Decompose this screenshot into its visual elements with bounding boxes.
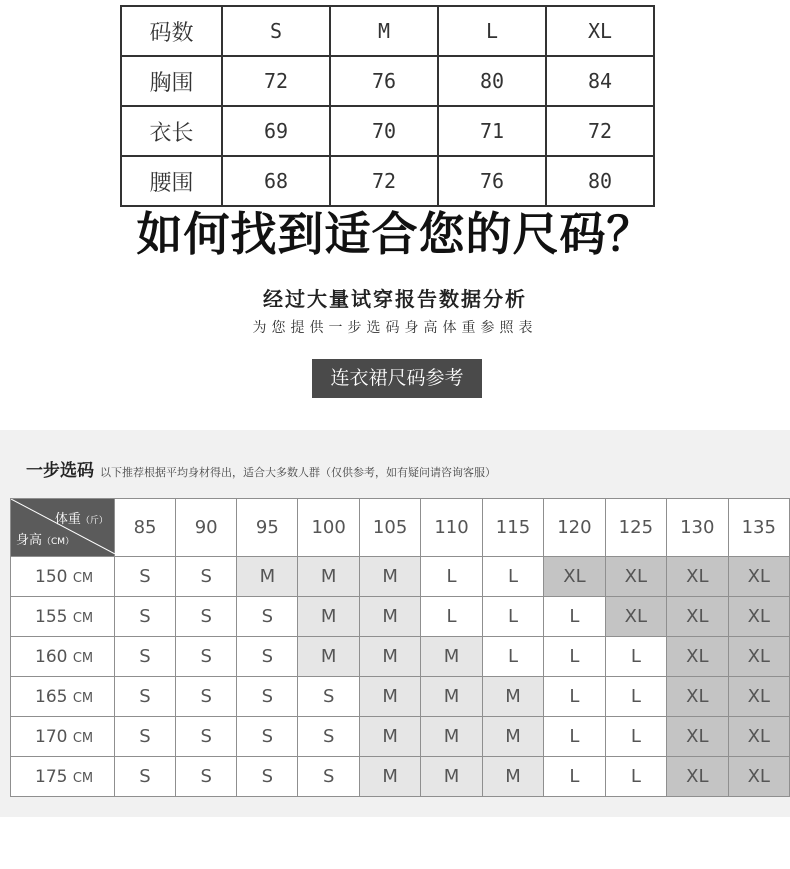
measure-cell: 80 [438, 56, 546, 106]
size-cell: M [359, 757, 420, 797]
measure-cell: 76 [330, 56, 438, 106]
size-cell: XL [667, 557, 728, 597]
height-label [11, 677, 115, 717]
height-row [11, 597, 790, 637]
size-cell: S [237, 637, 298, 677]
size-cell: XL [728, 637, 789, 677]
size-cell: M [482, 677, 543, 717]
weight-header-cell: 120 [544, 499, 605, 557]
weight-header-cell: 130 [667, 499, 728, 557]
size-cell: M [482, 757, 543, 797]
size-cell: S [298, 717, 359, 757]
height-row [11, 557, 790, 597]
size-cell: L [421, 597, 482, 637]
size-cell: XL [667, 637, 728, 677]
height-label [11, 757, 115, 797]
measure-cell: 84 [546, 56, 654, 106]
header-size-m: M [330, 6, 438, 56]
size-cell: L [605, 637, 666, 677]
measure-cell: 70 [330, 106, 438, 156]
height-unit: CM [72, 730, 94, 746]
weight-header-cell: 125 [605, 499, 666, 557]
weight-header-cell: 85 [114, 499, 175, 557]
header-size-l: L [438, 6, 546, 56]
height-value: 160 [35, 646, 68, 667]
header-size-label: 码数 [121, 6, 222, 56]
weight-header-row [11, 499, 790, 557]
size-cell: L [544, 717, 605, 757]
size-cell: M [421, 677, 482, 717]
size-cell: L [544, 597, 605, 637]
weight-header-cell: 100 [298, 499, 359, 557]
row-label: 腰围 [121, 156, 222, 206]
size-cell: S [237, 677, 298, 717]
size-cell: L [544, 637, 605, 677]
measure-cell: 68 [222, 156, 330, 206]
size-cell: M [237, 557, 298, 597]
measurement-header-row [121, 6, 654, 56]
size-cell: S [176, 637, 237, 677]
height-unit: CM [72, 570, 94, 586]
measurement-table [120, 5, 655, 207]
size-cell: S [114, 557, 175, 597]
size-cell: XL [544, 557, 605, 597]
height-unit: CM [72, 650, 94, 666]
size-cell: S [114, 757, 175, 797]
height-label [11, 637, 115, 677]
size-cell: XL [605, 597, 666, 637]
measure-cell: 71 [438, 106, 546, 156]
height-row [11, 637, 790, 677]
measurement-row-chest [121, 56, 654, 106]
corner-height-label: 身高（CM） [16, 533, 75, 548]
size-cell: S [114, 637, 175, 677]
size-cell: L [544, 757, 605, 797]
weight-header-cell: 105 [359, 499, 420, 557]
size-cell: S [176, 717, 237, 757]
size-cell: XL [728, 597, 789, 637]
size-cell: S [237, 717, 298, 757]
height-value: 150 [35, 566, 68, 587]
size-cell: S [237, 757, 298, 797]
corner-weight-unit: （斤） [80, 516, 108, 526]
height-value: 175 [35, 766, 68, 787]
size-cell: M [359, 637, 420, 677]
height-value: 170 [35, 726, 68, 747]
height-row [11, 757, 790, 797]
measure-cell: 69 [222, 106, 330, 156]
recommend-header [26, 456, 496, 481]
size-cell: M [298, 557, 359, 597]
size-cell: XL [728, 557, 789, 597]
height-label [11, 717, 115, 757]
measure-cell: 80 [546, 156, 654, 206]
size-cell: S [237, 597, 298, 637]
size-cell: S [176, 677, 237, 717]
size-cell: S [114, 597, 175, 637]
size-cell: L [482, 637, 543, 677]
height-label [11, 597, 115, 637]
recommend-note: 以下推荐根据平均身材得出，适合大多数人群（仅供参考，如有疑问请咨询客服） [100, 466, 496, 479]
dress-size-reference-label: 连衣裙尺码参考 [312, 359, 482, 398]
size-cell: L [544, 677, 605, 717]
corner-weight-label: 体重（斤） [54, 512, 108, 527]
measure-cell: 72 [546, 106, 654, 156]
size-cell: XL [667, 597, 728, 637]
size-cell: S [176, 757, 237, 797]
size-cell: L [605, 677, 666, 717]
height-value: 165 [35, 686, 68, 707]
height-unit: CM [72, 690, 94, 706]
size-cell: S [176, 597, 237, 637]
size-cell: XL [667, 677, 728, 717]
size-cell: XL [605, 557, 666, 597]
size-cell: L [421, 557, 482, 597]
size-cell: S [298, 677, 359, 717]
height-weight-table [10, 498, 790, 797]
height-label [11, 557, 115, 597]
size-cell: L [482, 557, 543, 597]
size-cell: XL [667, 717, 728, 757]
header-size-s: S [222, 6, 330, 56]
size-cell: L [605, 757, 666, 797]
weight-header-cell: 115 [482, 499, 543, 557]
size-cell: S [114, 717, 175, 757]
weight-header-cell: 95 [237, 499, 298, 557]
measure-cell: 72 [330, 156, 438, 206]
size-cell: XL [667, 757, 728, 797]
weight-header-cell: 135 [728, 499, 789, 557]
size-cell: M [421, 637, 482, 677]
row-label: 胸围 [121, 56, 222, 106]
size-cell: M [482, 717, 543, 757]
height-value: 155 [35, 606, 68, 627]
height-row [11, 677, 790, 717]
size-cell: M [359, 677, 420, 717]
weight-header-cell: 90 [176, 499, 237, 557]
size-cell: XL [728, 757, 789, 797]
measure-cell: 76 [438, 156, 546, 206]
header-size-xl: XL [546, 6, 654, 56]
size-cell: L [482, 597, 543, 637]
size-cell: M [421, 717, 482, 757]
headline: 如何找到适合您的尺码？ [136, 207, 654, 261]
row-label: 衣长 [121, 106, 222, 156]
size-cell: S [298, 757, 359, 797]
height-unit: CM [72, 610, 94, 626]
size-cell: L [605, 717, 666, 757]
size-cell: M [298, 597, 359, 637]
size-cell: M [359, 717, 420, 757]
height-unit: CM [72, 770, 94, 786]
size-cell: S [176, 557, 237, 597]
corner-cell [11, 499, 115, 557]
recommend-panel [0, 430, 790, 817]
subtitle: 经过大量试穿报告数据分析 [263, 287, 527, 311]
height-row [11, 717, 790, 757]
subtitle-secondary: 为您提供一步选码身高体重参照表 [252, 320, 538, 336]
size-cell: M [359, 557, 420, 597]
size-cell: XL [728, 717, 789, 757]
measurement-row-length [121, 106, 654, 156]
weight-header-cell: 110 [421, 499, 482, 557]
size-cell: XL [728, 677, 789, 717]
measure-cell: 72 [222, 56, 330, 106]
recommend-title: 一步选码 [26, 461, 94, 481]
corner-height-unit: （CM） [42, 537, 75, 547]
size-cell: S [114, 677, 175, 717]
size-cell: M [298, 637, 359, 677]
size-cell: M [421, 757, 482, 797]
size-cell: M [359, 597, 420, 637]
